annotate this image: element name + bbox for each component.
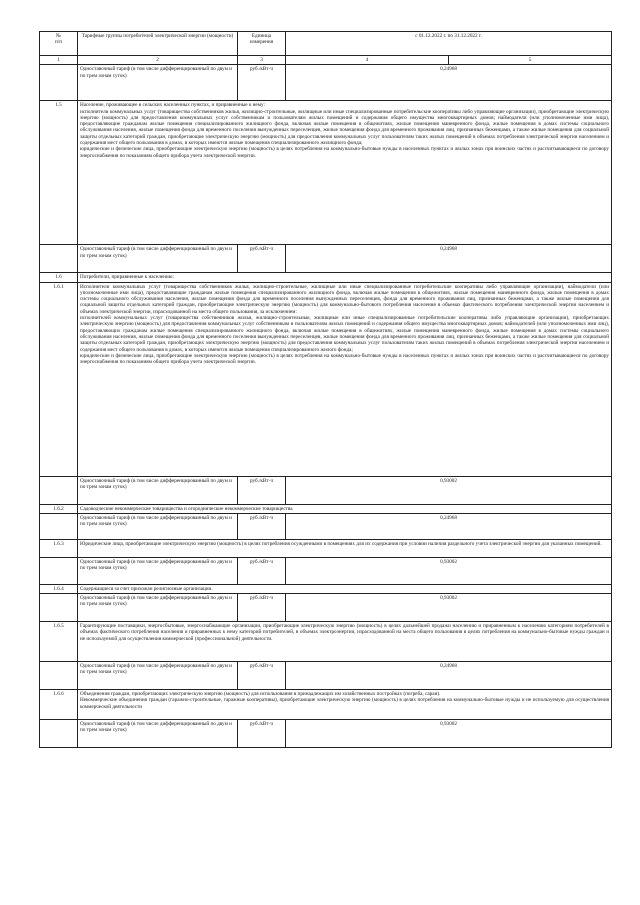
col-index-4: 4 [286,56,449,65]
unit-cell: руб./кВт·ч [238,557,286,584]
table-row [40,539,612,557]
description-paragraph: юридические и физические лица, приобретающие электрическую энергию (мощность) в целях потребления на коммунально-бытовые нужды в населенных пунктах и жилых зонах при воинских частях и рассчитывающиеся по договору энергоснабжения по показаниям общего прибора учета электрической энергии. [80,146,609,159]
row-num: 1.6.1 [40,282,78,476]
row-description [78,282,612,476]
header-unit: Единица измерения [238,32,286,56]
tariff-label: Одноставочный тариф (в том числе дифференцированный по двум и по трем зонам суток) [78,65,238,101]
unit-cell: руб./кВт·ч [238,476,286,504]
row-num: 1.6.3 [40,539,78,557]
row-num: 1.5 [40,101,78,245]
row-description: Содержащиеся за счет прихожан религиозные организации. [78,584,612,593]
row-num [40,65,78,101]
row-description: Юридические лица, приобретающие электрическую энергию (мощность) в целях потребления осужденными в помещениях для их содержания при условии наличия раздельного учета электрической энергии для указанных помещений. [78,539,612,557]
row-num [40,245,78,273]
header-num: № п/п [40,32,78,56]
unit-cell: руб./кВт·ч [238,513,286,539]
value-cell: 0,24968 [286,662,612,690]
description-paragraph: Объединения граждан, приобретающих электрическую энергию (мощность) для использования в принадлежащих им хозяйственных постройках (погреба, сараи). [80,691,441,698]
table-row [40,476,612,504]
unit-cell: руб./кВт·ч [238,65,286,101]
table-row [40,282,612,476]
tariff-label: Одноставочный тариф (в том числе дифференцированный по двум и по трем зонам суток) [78,662,238,690]
tariff-table [39,31,612,748]
row-num [40,594,78,622]
value-cell: 0,24968 [286,65,612,101]
row-description [78,690,612,720]
row-num [40,513,78,539]
row-num: 1.6.4 [40,584,78,593]
tariff-label: Одноставочный тариф (в том числе дифференцированный по двум и по трем зонам суток) [78,557,238,584]
row-num: 1.6.6 [40,690,78,720]
header-period: с 01.12.2022 г. по 31.12.2022 г. [286,32,612,56]
description-paragraph: Население, проживающее в сельских населенных пунктах, и приравненные к нему: [80,102,265,109]
col-index-3: 3 [238,56,286,65]
table-row [40,584,612,593]
unit-cell: руб./кВт·ч [238,245,286,273]
row-description: Гарантирующие поставщики, энергосбытовые, энергоснабжающие организации, приобретающие электрическую энергию (мощность) в целях дальнейшей продажи населению и приравненным к населению категориям потребителей в объемах фактического потребления населения и приравненных к нему категорий потребителей, в объемах электроэнергии, израсходованной на места общего пользования в целях потребления на коммунально-бытовые нужды граждан и не используемой для осуществления коммерческой (профессиональной) деятельности. [78,622,612,662]
table-row [40,622,612,662]
value-cell: 0,93002 [286,557,612,584]
row-num [40,476,78,504]
row-num [40,662,78,690]
table-header-row [40,32,612,56]
column-index-row [40,56,612,65]
description-paragraph: исполнителей коммунальных услуг (товарищества собственников жилья, жилищно-строительные, жилищные или иные специализированные потребительские кооперативы либо управляющие организации), приобретающих электрическую энергию (мощность) для предоставления коммунальных услуг собственникам и пользователям жилых помещений и содержания общего имущества многоквартирных домов; наймодателей (или уполномоченных ими лиц), предоставляющих гражданам жилые помещения специализированного жилищного фонда, включая жилые помещения в общежитиях, жилые помещения маневренного фонда, жилые помещения в домах системы социального обслуживания населения, жилые помещения фонда для временного поселения вынужденных переселенцев, жилые помещения фонда для временного проживания лиц, признанных беженцами, а также жилые помещения для социальной защиты отдельных категорий граждан, приобретающих электрическую энергию (мощность) для предоставления коммунальных услуг пользователям таких жилых помещений в объемах потребления электрической энергии населением и содержания мест общего пользования в домах, в которых имеются жилые помещения специализированного жилого фонда; [80,315,609,353]
col-index-5: 5 [449,56,612,65]
row-num: 1.6.5 [40,622,78,662]
table-row [40,65,612,101]
description-paragraph: Исполнители коммунальных услуг (товарищества собственников жилья, жилищно-строительные, жилищные или иные специализированные потребительские кооперативы либо управляющие организации), наймодатели (или уполномоченные ими лица), предоставляющие гражданам жилые помещения специализированного жилищного фонда, включая жилые помещения в общежитиях, жилые помещения маневренного фонда, жилые помещения в домах системы социального обслуживания населения, жилые помещения фонда для временного поселения вынужденных переселенцев, фонда для временного проживания лиц, признанных беженцами, а также жилые помещения для социальной защиты отдельных категорий граждан, приобретающие электрическую энергию (мощность) для коммунально-бытового потребления населения в объемах фактического потребления электрической энергии населением и объемах электрической энергии, израсходованной на места общего пользования, за исключением: [80,283,609,315]
row-description [78,101,612,245]
tariff-label: Одноставочный тариф (в том числе дифференцированный по двум и по трем зонам суток) [78,594,238,622]
description-paragraph: юридические и физические лица, приобретающие электрическую энергию (мощность) в целях потребления на коммунально-бытовые нужды в населенных пунктах и жилых зонах при воинских частях и рассчитывающиеся по договору энергоснабжения по показаниям общего прибора учета электрической энергии. [80,352,609,366]
table-row [40,594,612,622]
table-row [40,504,612,513]
value-cell: 0,93002 [286,476,612,504]
tariff-label: Одноставочный тариф (в том числе дифференцированный по двум и по трем зонам суток) [78,245,238,273]
table-row [40,245,612,273]
row-num: 1.6 [40,273,78,282]
col-index-1: 1 [40,56,78,65]
table-row [40,690,612,720]
value-cell: 0,24968 [286,513,612,539]
unit-cell: руб./кВт·ч [238,662,286,690]
value-cell: 0,24968 [286,245,612,273]
row-num: 1.6.2 [40,504,78,513]
table-row [40,557,612,584]
tariff-label: Одноставочный тариф (в том числе дифференцированный по двум и по трем зонам суток) [78,513,238,539]
description-paragraph: исполнители коммунальных услуг (товарищества собственников жилья, жилищно-строительные, жилищные или иные специализированные потребительские кооперативы либо управляющие организации), приобретающие электрическую энергию (мощность) для предоставления коммунальных услуг собственникам и пользователям жилых помещений и содержания общего имущества многоквартирных домов; наймодатели (или уполномоченные ими лица), предоставляющие гражданам жилые помещения специализированного жилищного фонда, включая жилые помещения в общежитиях, жилые помещения маневренного фонда, жилые помещения в домах системы социального обслуживания населения, жилые помещения фонда для временного поселения вынужденных переселенцев, жилые помещения фонда для временного проживания лиц, признанных беженцами, а также жилые помещения для социальной защиты отдельных категорий граждан, приобретающие электрическую энергию (мощность) для предоставления коммунальных услуг пользователям таких жилых помещений в объемах потребления электрической энергии населением и содержания мест общего пользования в домах, в которых имеются жилые помещения специализированного жилищного фонда; [80,108,609,147]
tariff-label: Одноставочный тариф (в том числе дифференцированный по двум и по трем зонам суток) [78,476,238,504]
description-paragraph: Некоммерческие объединения граждан (гаражно-строительные, гаражные кооперативы), приобретающие электрическую энергию (мощность) в целях потребления на коммунально-бытовые нужды и не используемую для осуществления коммерческой деятельности [80,697,609,710]
unit-cell: руб./кВт·ч [238,720,286,748]
tariff-label: Одноставочный тариф (в том числе дифференцированный по двум и по трем зонам суток) [78,720,238,748]
table-row [40,513,612,539]
row-description: Потребители, приравненные к населению: [78,273,612,282]
value-cell: 0,93002 [286,720,612,748]
table-row [40,720,612,748]
value-cell: 0,93002 [286,594,612,622]
unit-cell: руб./кВт·ч [238,594,286,622]
row-num [40,557,78,584]
table-row [40,662,612,690]
row-description: Садоводческие некоммерческие товарищества и огороднические некоммерческие товарищества [78,504,612,513]
table-row [40,273,612,282]
col-index-2: 2 [78,56,238,65]
row-num [40,720,78,748]
header-group: Тарифные группы потребителей электрической энергии (мощности) [78,32,238,56]
table-row [40,101,612,245]
